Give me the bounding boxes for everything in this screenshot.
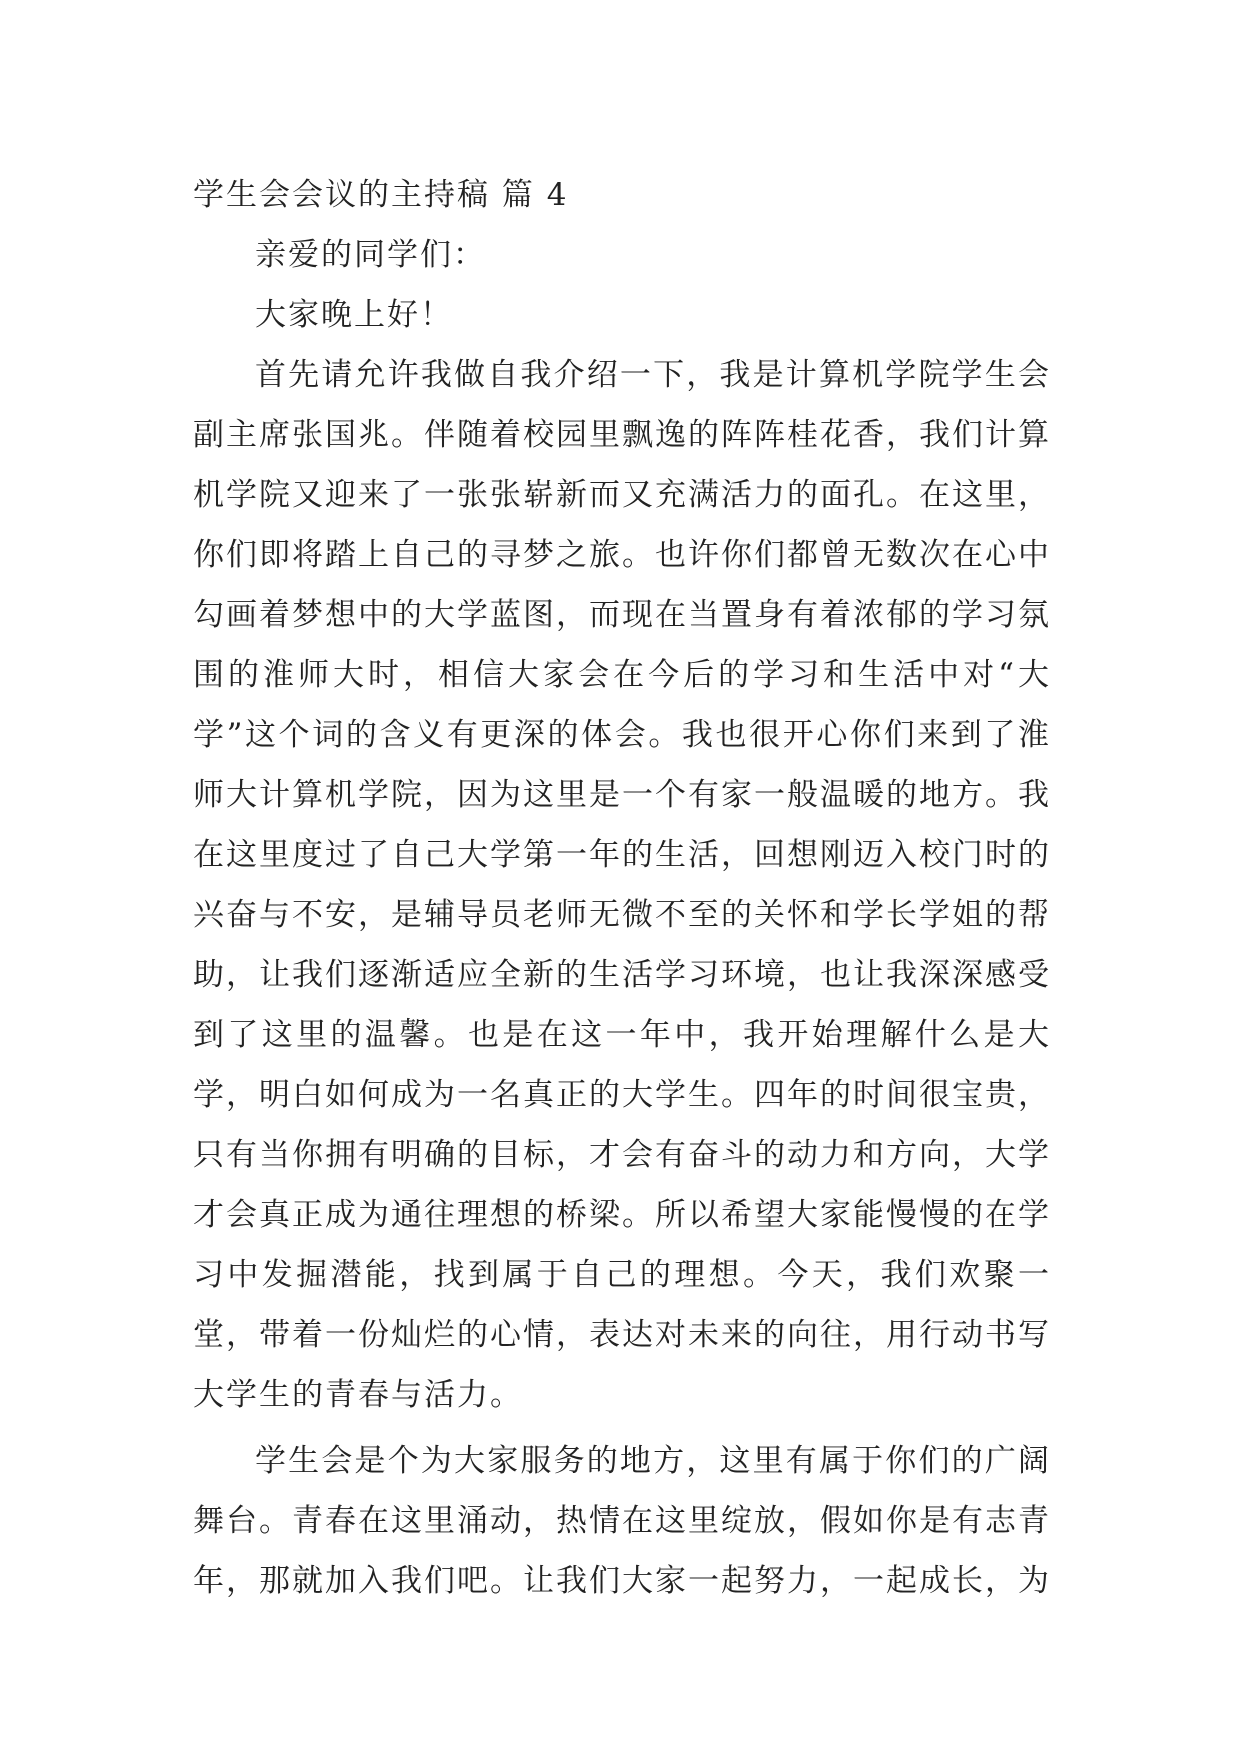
greeting-paragraph: 大家晚上好！ — [255, 297, 453, 333]
document-body — [193, 165, 1051, 1611]
body-paragraph: 学生会是个为大家服务的地方，这里有属于你们的广阔舞台。青春在这里涌动，热情在这里绽放，假如你是有志青年，那就加入我们吧。让我们大家一起努力，一起成长，为 — [193, 1443, 1051, 1599]
document-title: 学生会会议的主持稿 篇 4 — [193, 177, 569, 213]
body-paragraph: 首先请允许我做自我介绍一下，我是计算机学院学生会副主席张国兆。伴随着校园里飘逸的阵阵桂花香，我们计算机学院又迎来了一张张崭新而又充满活力的面孔。在这里，你们即将踏上自己的寻梦之旅。也许你们都曾无数次在心中勾画着梦想中的大学蓝图，而现在当置身有着浓郁的学习氛围的淮师大时，相信大家会在今后的学习和生活中对“大学”这个词的含义有更深的体会。我也很开心你们来到了淮师大计算机学院，因为这里是一个有家一般温暖的地方。我在这里度过了自己大学第一年的生活，回想刚迈入校门时的兴奋与不安，是辅导员老师无微不至的关怀和学长学姐的帮助，让我们逐渐适应全新的生活学习环境，也让我深深感受到了这里的温馨。也是在这一年中，我开始理解什么是大学，明白如何成为一名真正的大学生。四年的时间很宝贵，只有当你拥有明确的目标，才会有奋斗的动力和方向，大学才会真正成为通往理想的桥梁。所以希望大家能慢慢的在学习中发掘潜能，找到属于自己的理想。今天，我们欢聚一堂，带着一份灿烂的心情，表达对未来的向往，用行动书写大学生的青春与活力。 — [193, 357, 1051, 1413]
salutation-paragraph: 亲爱的同学们： — [255, 237, 486, 273]
